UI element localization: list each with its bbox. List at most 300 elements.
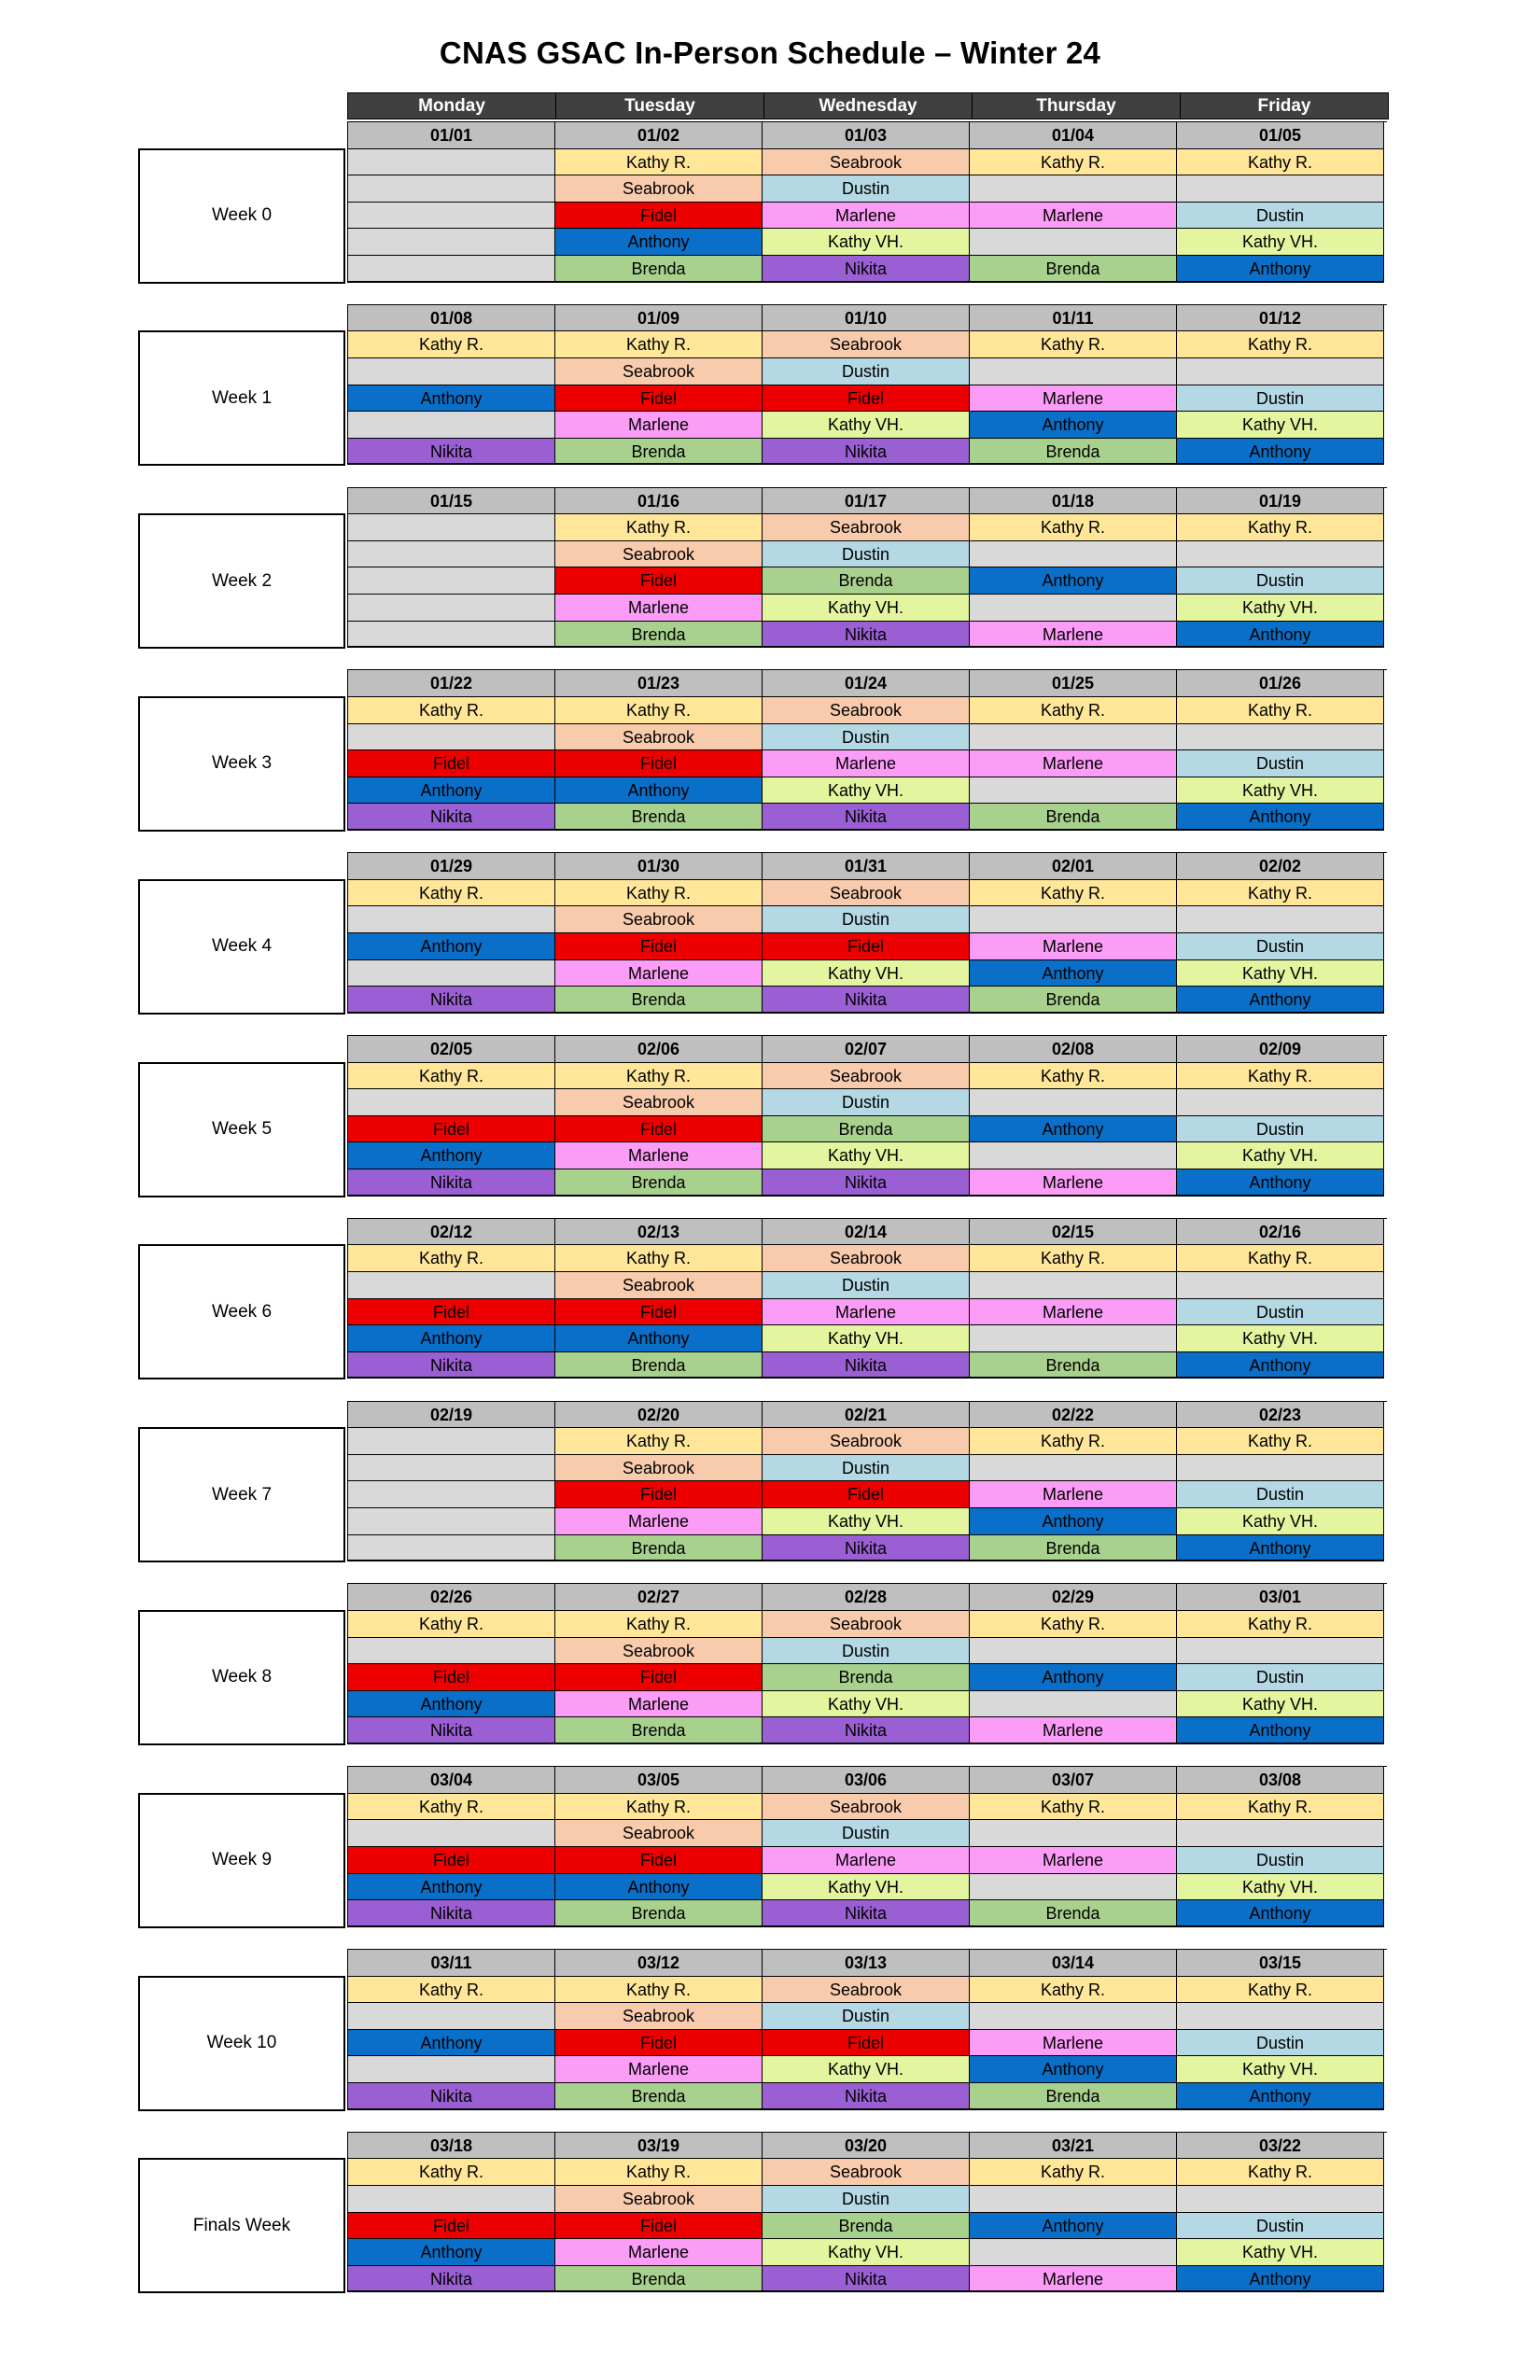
shift-cell: Anthony bbox=[555, 777, 763, 805]
shift-cell: Kathy R. bbox=[555, 1977, 763, 2004]
shift-cell: Nikita bbox=[763, 2266, 970, 2293]
shift-cell: Kathy R. bbox=[1177, 880, 1384, 907]
shift-cell: Nikita bbox=[763, 439, 970, 466]
shift-cell: Kathy R. bbox=[348, 880, 555, 907]
shift-row bbox=[348, 724, 1387, 751]
shift-cell: Marlene bbox=[970, 1481, 1177, 1508]
shift-cell bbox=[348, 175, 555, 203]
shift-row bbox=[348, 1089, 1387, 1116]
shift-cell bbox=[970, 1874, 1177, 1901]
shift-cell: Seabrook bbox=[763, 514, 970, 541]
shift-cell bbox=[1177, 1638, 1384, 1665]
shift-cell bbox=[348, 1481, 555, 1508]
shift-cell: Fidel bbox=[555, 750, 763, 777]
shift-cell bbox=[1177, 1455, 1384, 1482]
shift-row bbox=[348, 149, 1387, 176]
date-cell: 03/21 bbox=[970, 2133, 1177, 2160]
date-cell: 03/13 bbox=[763, 1950, 970, 1977]
shift-cell: Anthony bbox=[348, 1325, 555, 1352]
shift-cell: Anthony bbox=[348, 1874, 555, 1901]
shift-row bbox=[348, 1169, 1387, 1197]
shift-cell: Nikita bbox=[763, 804, 970, 831]
shift-cell: Dustin bbox=[1177, 203, 1384, 230]
shift-cell bbox=[348, 1535, 555, 1562]
shift-cell: Kathy VH. bbox=[763, 1691, 970, 1718]
shift-cell: Marlene bbox=[970, 1717, 1177, 1744]
shift-cell: Kathy R. bbox=[970, 1428, 1177, 1455]
shift-row bbox=[348, 229, 1387, 256]
shift-cell: Kathy VH. bbox=[1177, 1508, 1384, 1535]
shift-cell: Nikita bbox=[348, 987, 555, 1014]
shift-cell: Anthony bbox=[1177, 622, 1384, 649]
shift-row bbox=[348, 1063, 1387, 1090]
shift-cell bbox=[348, 960, 555, 987]
shift-cell: Fidel bbox=[555, 1116, 763, 1143]
shift-cell: Kathy VH. bbox=[1177, 1691, 1384, 1718]
shift-cell: Kathy R. bbox=[555, 1428, 763, 1455]
shift-cell bbox=[970, 541, 1177, 568]
date-row bbox=[348, 853, 1387, 880]
shift-cell: Dustin bbox=[1177, 1847, 1384, 1874]
shift-cell: Fidel bbox=[763, 385, 970, 413]
shift-row bbox=[348, 412, 1387, 439]
shift-cell: Kathy R. bbox=[1177, 1063, 1384, 1090]
shift-cell: Seabrook bbox=[555, 724, 763, 751]
date-cell: 03/07 bbox=[970, 1767, 1177, 1794]
shift-cell: Seabrook bbox=[763, 1977, 970, 2004]
shift-cell: Dustin bbox=[1177, 1664, 1384, 1691]
shift-cell: Kathy R. bbox=[970, 149, 1177, 176]
shift-cell: Kathy VH. bbox=[763, 1142, 970, 1169]
shift-cell: Dustin bbox=[763, 2003, 970, 2030]
date-cell: 01/31 bbox=[763, 853, 970, 880]
shift-cell: Nikita bbox=[348, 1717, 555, 1744]
week-label: Week 2 bbox=[138, 513, 345, 649]
week-label: Week 5 bbox=[138, 1062, 345, 1197]
shift-row bbox=[348, 595, 1387, 622]
shift-cell: Dustin bbox=[1177, 1116, 1384, 1143]
date-cell: 01/08 bbox=[348, 305, 555, 332]
shift-cell: Kathy R. bbox=[970, 1245, 1177, 1272]
shift-cell: Nikita bbox=[763, 1717, 970, 1744]
shift-cell bbox=[1177, 2186, 1384, 2213]
shift-row bbox=[348, 385, 1387, 413]
shift-cell bbox=[970, 595, 1177, 622]
shift-row bbox=[348, 331, 1387, 358]
shift-cell: Marlene bbox=[555, 595, 763, 622]
shift-cell: Kathy R. bbox=[970, 331, 1177, 358]
shift-cell: Seabrook bbox=[555, 2003, 763, 2030]
shift-cell: Nikita bbox=[763, 256, 970, 283]
shift-cell: Dustin bbox=[1177, 1481, 1384, 1508]
date-cell: 02/26 bbox=[348, 1584, 555, 1611]
shift-row bbox=[348, 175, 1387, 203]
shift-cell: Fidel bbox=[763, 2030, 970, 2057]
shift-cell: Marlene bbox=[970, 2030, 1177, 2057]
shift-row bbox=[348, 750, 1387, 777]
shift-cell: Kathy VH. bbox=[1177, 960, 1384, 987]
day-header-tuesday: Tuesday bbox=[556, 93, 764, 119]
week-grid bbox=[347, 1401, 1387, 1562]
shift-row bbox=[348, 1611, 1387, 1638]
shift-cell: Nikita bbox=[348, 439, 555, 466]
shift-cell bbox=[348, 595, 555, 622]
day-header-thursday: Thursday bbox=[973, 93, 1181, 119]
date-cell: 02/27 bbox=[555, 1584, 763, 1611]
shift-row bbox=[348, 256, 1387, 283]
shift-cell: Seabrook bbox=[555, 1272, 763, 1299]
shift-cell: Anthony bbox=[555, 1874, 763, 1901]
shift-cell: Kathy VH. bbox=[1177, 412, 1384, 439]
date-row bbox=[348, 1584, 1387, 1611]
shift-cell bbox=[348, 1455, 555, 1482]
shift-cell bbox=[348, 2056, 555, 2083]
shift-cell: Marlene bbox=[970, 1299, 1177, 1326]
shift-cell bbox=[970, 724, 1177, 751]
shift-cell: Kathy R. bbox=[970, 1977, 1177, 2004]
shift-cell bbox=[348, 514, 555, 541]
shift-cell: Brenda bbox=[555, 987, 763, 1014]
shift-cell: Seabrook bbox=[763, 2159, 970, 2186]
shift-cell: Kathy R. bbox=[1177, 149, 1384, 176]
date-row bbox=[348, 1950, 1387, 1977]
shift-row bbox=[348, 514, 1387, 541]
date-cell: 03/05 bbox=[555, 1767, 763, 1794]
date-cell: 02/19 bbox=[348, 1402, 555, 1429]
date-cell: 01/29 bbox=[348, 853, 555, 880]
date-cell: 01/26 bbox=[1177, 670, 1384, 697]
shift-cell: Dustin bbox=[763, 1820, 970, 1847]
shift-cell: Fidel bbox=[348, 1847, 555, 1874]
week-label: Week 0 bbox=[138, 148, 345, 284]
shift-cell: Kathy R. bbox=[1177, 1611, 1384, 1638]
shift-cell: Seabrook bbox=[555, 2186, 763, 2213]
shift-cell: Nikita bbox=[763, 1535, 970, 1562]
shift-cell: Seabrook bbox=[763, 880, 970, 907]
shift-cell: Anthony bbox=[970, 2213, 1177, 2240]
shift-cell: Anthony bbox=[970, 1508, 1177, 1535]
shift-row bbox=[348, 2213, 1387, 2240]
shift-cell: Kathy R. bbox=[970, 2159, 1177, 2186]
date-row bbox=[348, 488, 1387, 515]
shift-cell: Seabrook bbox=[763, 1611, 970, 1638]
shift-row bbox=[348, 697, 1387, 724]
date-cell: 01/16 bbox=[555, 488, 763, 515]
shift-cell: Kathy R. bbox=[555, 1245, 763, 1272]
shift-cell: Kathy R. bbox=[348, 1611, 555, 1638]
shift-cell: Kathy R. bbox=[1177, 514, 1384, 541]
shift-cell: Dustin bbox=[763, 1089, 970, 1116]
week-grid bbox=[347, 304, 1387, 466]
week-grid bbox=[347, 669, 1387, 831]
shift-cell: Dustin bbox=[763, 1638, 970, 1665]
shift-cell bbox=[1177, 1272, 1384, 1299]
shift-cell: Kathy R. bbox=[970, 1794, 1177, 1821]
date-cell: 01/02 bbox=[555, 122, 763, 149]
shift-cell: Nikita bbox=[763, 987, 970, 1014]
shift-cell: Dustin bbox=[1177, 933, 1384, 960]
shift-cell: Brenda bbox=[763, 1664, 970, 1691]
shift-cell: Anthony bbox=[348, 385, 555, 413]
shift-row bbox=[348, 1142, 1387, 1169]
shift-cell: Kathy VH. bbox=[1177, 595, 1384, 622]
shift-row bbox=[348, 2266, 1387, 2293]
shift-cell: Brenda bbox=[555, 1535, 763, 1562]
date-cell: 01/17 bbox=[763, 488, 970, 515]
date-cell: 01/12 bbox=[1177, 305, 1384, 332]
week-grid bbox=[347, 1218, 1387, 1379]
shift-cell: Seabrook bbox=[763, 1245, 970, 1272]
week-grid bbox=[347, 2132, 1387, 2293]
shift-cell: Kathy R. bbox=[555, 1611, 763, 1638]
date-cell: 01/11 bbox=[970, 305, 1177, 332]
shift-cell: Anthony bbox=[1177, 1535, 1384, 1562]
shift-cell: Nikita bbox=[348, 1900, 555, 1927]
shift-cell: Marlene bbox=[763, 1847, 970, 1874]
day-header-friday: Friday bbox=[1181, 93, 1388, 119]
shift-row bbox=[348, 1664, 1387, 1691]
shift-cell bbox=[348, 1820, 555, 1847]
shift-cell bbox=[348, 1638, 555, 1665]
shift-row bbox=[348, 2239, 1387, 2266]
shift-cell: Marlene bbox=[763, 1299, 970, 1326]
shift-cell: Kathy R. bbox=[1177, 1977, 1384, 2004]
shift-cell: Fidel bbox=[348, 1116, 555, 1143]
week-grid bbox=[347, 121, 1387, 283]
date-cell: 01/23 bbox=[555, 670, 763, 697]
shift-cell: Brenda bbox=[970, 439, 1177, 466]
shift-cell: Kathy R. bbox=[970, 697, 1177, 724]
shift-cell: Kathy R. bbox=[555, 1794, 763, 1821]
shift-cell: Anthony bbox=[970, 412, 1177, 439]
shift-row bbox=[348, 1691, 1387, 1718]
shift-row bbox=[348, 1794, 1387, 1821]
shift-cell: Dustin bbox=[763, 1455, 970, 1482]
shift-cell: Seabrook bbox=[555, 1638, 763, 1665]
shift-cell: Seabrook bbox=[555, 906, 763, 933]
shift-cell: Nikita bbox=[348, 804, 555, 831]
shift-cell: Anthony bbox=[1177, 2083, 1384, 2110]
shift-cell: Marlene bbox=[970, 750, 1177, 777]
shift-row bbox=[348, 1977, 1387, 2004]
shift-cell: Marlene bbox=[555, 412, 763, 439]
shift-cell: Kathy R. bbox=[1177, 1245, 1384, 1272]
shift-cell: Brenda bbox=[763, 567, 970, 595]
shift-cell: Kathy VH. bbox=[1177, 777, 1384, 805]
shift-row bbox=[348, 541, 1387, 568]
shift-cell: Brenda bbox=[555, 1717, 763, 1744]
date-cell: 01/01 bbox=[348, 122, 555, 149]
shift-cell: Dustin bbox=[1177, 750, 1384, 777]
shift-cell: Kathy R. bbox=[348, 1977, 555, 2004]
date-cell: 01/09 bbox=[555, 305, 763, 332]
date-cell: 03/04 bbox=[348, 1767, 555, 1794]
date-row bbox=[348, 305, 1387, 332]
shift-cell: Marlene bbox=[555, 2239, 763, 2266]
shift-cell: Nikita bbox=[348, 1352, 555, 1379]
shift-cell: Kathy VH. bbox=[763, 2056, 970, 2083]
shift-row bbox=[348, 933, 1387, 960]
shift-cell: Kathy R. bbox=[555, 880, 763, 907]
date-cell: 02/20 bbox=[555, 1402, 763, 1429]
shift-row bbox=[348, 880, 1387, 907]
shift-cell: Anthony bbox=[555, 1325, 763, 1352]
shift-cell: Fidel bbox=[555, 567, 763, 595]
shift-cell: Kathy R. bbox=[348, 697, 555, 724]
shift-cell: Kathy VH. bbox=[763, 1874, 970, 1901]
shift-cell: Kathy R. bbox=[1177, 1428, 1384, 1455]
shift-cell bbox=[348, 358, 555, 385]
shift-cell bbox=[348, 1428, 555, 1455]
shift-cell: Brenda bbox=[555, 1169, 763, 1197]
shift-row bbox=[348, 1874, 1387, 1901]
shift-cell bbox=[970, 1142, 1177, 1169]
shift-cell: Anthony bbox=[970, 567, 1177, 595]
shift-cell bbox=[970, 1272, 1177, 1299]
week-grid bbox=[347, 852, 1387, 1014]
shift-cell: Dustin bbox=[1177, 2030, 1384, 2057]
shift-cell: Kathy R. bbox=[555, 149, 763, 176]
shift-cell: Dustin bbox=[763, 724, 970, 751]
shift-cell: Seabrook bbox=[555, 1089, 763, 1116]
shift-cell: Kathy R. bbox=[1177, 2159, 1384, 2186]
shift-cell: Kathy R. bbox=[348, 331, 555, 358]
shift-cell: Fidel bbox=[555, 2030, 763, 2057]
shift-cell bbox=[348, 541, 555, 568]
date-row bbox=[348, 1219, 1387, 1246]
shift-cell: Brenda bbox=[555, 1900, 763, 1927]
shift-cell bbox=[970, 906, 1177, 933]
date-cell: 03/15 bbox=[1177, 1950, 1384, 1977]
shift-cell: Dustin bbox=[763, 1272, 970, 1299]
shift-cell bbox=[970, 229, 1177, 256]
shift-cell: Fidel bbox=[555, 203, 763, 230]
shift-cell: Brenda bbox=[555, 622, 763, 649]
shift-row bbox=[348, 1116, 1387, 1143]
shift-cell bbox=[1177, 1820, 1384, 1847]
shift-cell: Kathy VH. bbox=[763, 412, 970, 439]
shift-row bbox=[348, 622, 1387, 649]
shift-cell: Fidel bbox=[348, 1664, 555, 1691]
date-cell: 03/18 bbox=[348, 2133, 555, 2160]
shift-cell: Anthony bbox=[348, 777, 555, 805]
shift-cell: Seabrook bbox=[555, 1820, 763, 1847]
date-cell: 02/12 bbox=[348, 1219, 555, 1246]
week-grid bbox=[347, 1583, 1387, 1744]
shift-cell: Kathy R. bbox=[348, 1794, 555, 1821]
shift-cell bbox=[348, 149, 555, 176]
shift-cell: Seabrook bbox=[555, 1455, 763, 1482]
shift-cell: Kathy R. bbox=[970, 514, 1177, 541]
shift-cell: Brenda bbox=[555, 2266, 763, 2293]
shift-cell: Nikita bbox=[348, 1169, 555, 1197]
shift-cell: Kathy VH. bbox=[1177, 2056, 1384, 2083]
shift-row bbox=[348, 1455, 1387, 1482]
shift-cell: Kathy R. bbox=[555, 514, 763, 541]
week-label: Week 7 bbox=[138, 1427, 345, 1562]
week-label: Week 9 bbox=[138, 1793, 345, 1928]
shift-cell bbox=[1177, 541, 1384, 568]
shift-row bbox=[348, 1847, 1387, 1874]
date-cell: 01/15 bbox=[348, 488, 555, 515]
shift-cell: Kathy VH. bbox=[763, 960, 970, 987]
shift-cell: Brenda bbox=[555, 439, 763, 466]
shift-cell: Kathy R. bbox=[555, 331, 763, 358]
date-cell: 02/28 bbox=[763, 1584, 970, 1611]
shift-row bbox=[348, 1508, 1387, 1535]
shift-cell: Fidel bbox=[555, 2213, 763, 2240]
shift-row bbox=[348, 1717, 1387, 1744]
shift-cell: Kathy R. bbox=[555, 2159, 763, 2186]
date-cell: 01/22 bbox=[348, 670, 555, 697]
date-cell: 02/01 bbox=[970, 853, 1177, 880]
week-label: Week 1 bbox=[138, 330, 345, 466]
date-row bbox=[348, 670, 1387, 697]
shift-cell: Marlene bbox=[555, 1142, 763, 1169]
shift-cell: Anthony bbox=[1177, 256, 1384, 283]
shift-cell: Dustin bbox=[763, 358, 970, 385]
week-grid bbox=[347, 1766, 1387, 1927]
date-row bbox=[348, 1402, 1387, 1429]
date-cell: 02/16 bbox=[1177, 1219, 1384, 1246]
shift-row bbox=[348, 804, 1387, 831]
shift-cell bbox=[970, 1455, 1177, 1482]
date-cell: 03/22 bbox=[1177, 2133, 1384, 2160]
shift-cell: Fidel bbox=[555, 1847, 763, 1874]
day-header-wednesday: Wednesday bbox=[764, 93, 973, 119]
shift-cell: Anthony bbox=[348, 2030, 555, 2057]
shift-cell: Dustin bbox=[1177, 385, 1384, 413]
shift-cell: Marlene bbox=[555, 960, 763, 987]
shift-cell bbox=[348, 724, 555, 751]
shift-cell bbox=[348, 622, 555, 649]
shift-cell bbox=[1177, 724, 1384, 751]
shift-cell bbox=[970, 2239, 1177, 2266]
date-row bbox=[348, 1767, 1387, 1794]
shift-row bbox=[348, 1325, 1387, 1352]
shift-row bbox=[348, 960, 1387, 987]
shift-cell: Marlene bbox=[555, 1691, 763, 1718]
week-label: Week 6 bbox=[138, 1244, 345, 1379]
shift-row bbox=[348, 1900, 1387, 1927]
shift-cell: Seabrook bbox=[555, 541, 763, 568]
shift-cell: Brenda bbox=[763, 2213, 970, 2240]
shift-cell: Brenda bbox=[763, 1116, 970, 1143]
date-cell: 03/19 bbox=[555, 2133, 763, 2160]
shift-cell: Anthony bbox=[1177, 1169, 1384, 1197]
shift-cell: Kathy R. bbox=[348, 1063, 555, 1090]
date-cell: 01/30 bbox=[555, 853, 763, 880]
week-grid bbox=[347, 487, 1387, 649]
shift-cell: Nikita bbox=[348, 2083, 555, 2110]
shift-cell: Seabrook bbox=[555, 175, 763, 203]
shift-cell: Seabrook bbox=[763, 1794, 970, 1821]
shift-row bbox=[348, 203, 1387, 230]
shift-cell: Kathy VH. bbox=[763, 2239, 970, 2266]
shift-cell: Anthony bbox=[348, 933, 555, 960]
day-header-row bbox=[347, 92, 1389, 119]
shift-cell bbox=[348, 412, 555, 439]
shift-cell bbox=[970, 175, 1177, 203]
shift-cell: Brenda bbox=[970, 1352, 1177, 1379]
shift-cell bbox=[970, 1089, 1177, 1116]
date-cell: 03/11 bbox=[348, 1950, 555, 1977]
shift-row bbox=[348, 1535, 1387, 1562]
week-grid bbox=[347, 1035, 1387, 1197]
shift-cell: Fidel bbox=[555, 1664, 763, 1691]
shift-cell: Kathy VH. bbox=[1177, 1874, 1384, 1901]
shift-cell: Dustin bbox=[763, 906, 970, 933]
